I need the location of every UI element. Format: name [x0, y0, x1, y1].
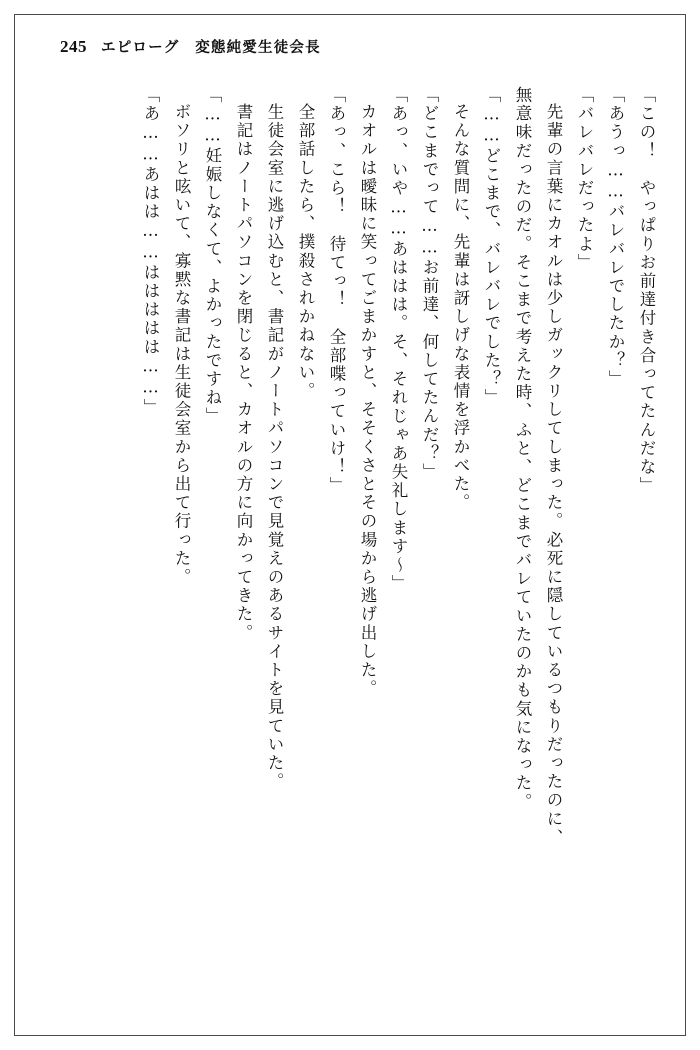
text-line: 「あっ、こら！ 待てっ！ 全部喋っていけ！」 [327, 86, 346, 496]
text-line: 書記はノートパソコンを閉じると、カオルの方に向かってきた。 [234, 103, 253, 643]
text-line: 「……妊娠しなくて、よかったですね」 [203, 86, 222, 426]
running-head: エピローグ 変態純愛生徒会長 [101, 40, 321, 56]
vertical-text-body [46, 86, 654, 996]
text-line: 「どこまでって……お前達、何してたんだ？」 [420, 86, 439, 482]
text-line: 「あ……あはは……ははははは……」 [141, 86, 160, 418]
text-line: 「バレバレだったよ」 [575, 86, 594, 272]
page-header [60, 36, 640, 60]
text-line: 「この！ やっぱりお前達付き合ってたんだな」 [637, 86, 656, 496]
text-line: 「……どこまで、バレバレでした？」 [482, 86, 501, 408]
text-line: 無意味だったのだ。そこまで考えた時、ふと、どこまでバレていたのかも気になった。 [513, 86, 532, 812]
text-line: ボソリと呟いて、寡黙な書記は生徒会室から出て行った。 [172, 103, 191, 587]
text-line: 生徒会室に逃げ込むと、書記がノートパソコンで見覚えのあるサイトを見ていた。 [265, 103, 284, 792]
text-line: そんな質問に、先輩は訝しげな表情を浮かべた。 [451, 103, 470, 513]
text-line: 先輩の言葉にカオルは少しガックリしてしまった。必死に隠しているつもりだったのに、 [544, 103, 563, 847]
page-number: 245 [60, 37, 87, 56]
text-line: 全部話したら、撲殺されかねない。 [296, 103, 315, 401]
text-line: 「あっ、いや……あははは。そ、それじゃあ失礼します〜」 [389, 86, 408, 594]
text-line: 「あうっ……バレバレでしたか？」 [606, 86, 625, 389]
text-line: カオルは曖昧に笑ってごまかすと、そそくさとその場から逃げ出した。 [358, 103, 377, 699]
